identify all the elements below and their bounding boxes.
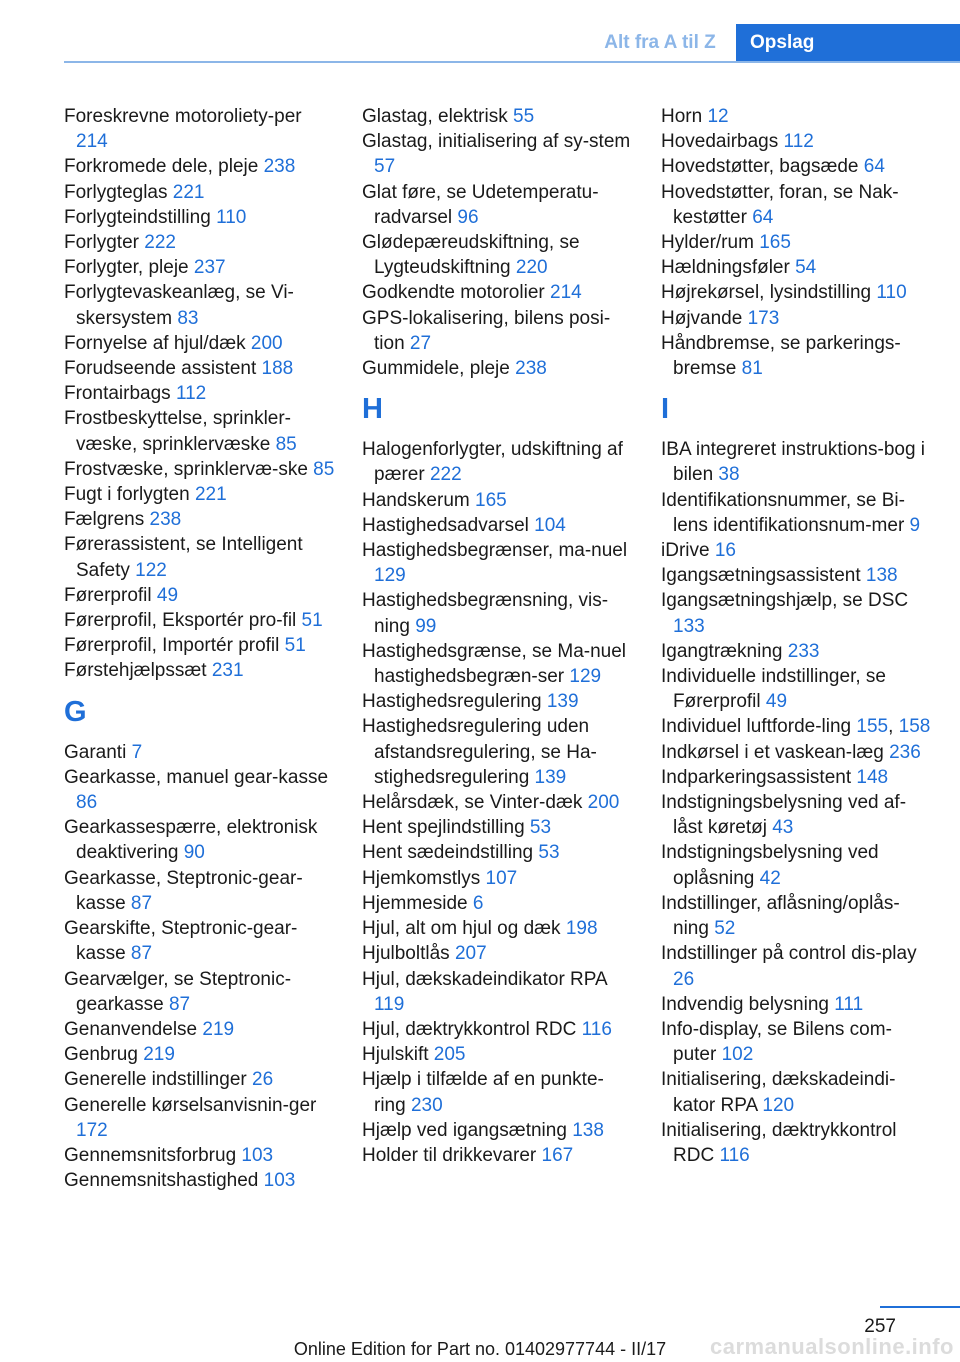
index-entry — [362, 916, 634, 941]
index-entry — [661, 992, 933, 1017]
index-entry — [362, 280, 634, 305]
index-entry-term: Handskerum — [362, 489, 475, 511]
index-entry-term: Hastighedsbegrænser, ma-nuel — [362, 540, 628, 562]
index-entry — [64, 381, 336, 406]
index-entry — [64, 608, 336, 633]
page-link[interactable]: 167 — [541, 1144, 574, 1166]
index-entry — [64, 1067, 336, 1092]
index-entry-term: Hovedairbags — [661, 131, 784, 153]
page-link[interactable]: 236 — [889, 741, 921, 763]
index-entry — [661, 891, 933, 941]
index-entry — [362, 891, 634, 916]
index-letter-heading: G — [64, 695, 87, 728]
index-entry-term: Igangtrækning — [661, 640, 788, 662]
index-entry — [661, 255, 933, 280]
page-link[interactable]: 7 — [131, 741, 143, 763]
page-link[interactable]: 220 — [515, 257, 548, 279]
page-link[interactable]: 116 — [581, 1018, 612, 1040]
index-entry — [64, 967, 336, 1017]
page-link[interactable]: 129 — [374, 565, 406, 587]
index-entry-term: Hjul, dækskadeindikator RPA — [362, 968, 607, 990]
page-link[interactable]: 231 — [211, 660, 244, 682]
index-entry-term: Hjælp ved igangsætning — [362, 1119, 573, 1141]
index-entry — [362, 1118, 634, 1143]
index-entry — [661, 1067, 933, 1117]
index-entry — [661, 488, 933, 538]
page-link[interactable]: 219 — [143, 1044, 175, 1066]
page-link[interactable]: 110 — [876, 282, 907, 304]
page-link[interactable]: 200 — [250, 332, 283, 354]
index-entry — [64, 457, 336, 482]
index-entry-term: Førerprofil — [64, 584, 157, 606]
page-link[interactable]: 26 — [673, 968, 695, 990]
index-entry — [362, 840, 634, 865]
page-link[interactable]: 139 — [546, 691, 579, 713]
page-link[interactable]: 107 — [485, 867, 518, 889]
page-link[interactable]: 49 — [765, 691, 788, 713]
index-entry-term: Højrekørsel, lysindstilling — [661, 282, 877, 304]
index-entry-term: Hastighedsbegrænsning, vis-ning — [362, 590, 609, 637]
index-entry — [661, 563, 933, 588]
index-entry — [661, 306, 933, 331]
page-link[interactable]: 116 — [719, 1144, 750, 1166]
page-link[interactable]: 138 — [572, 1119, 604, 1141]
index-entry-term: Gearskifte, Steptronic-gear-kasse — [64, 918, 298, 965]
index-entry-term: Godkendte motorolier — [362, 282, 550, 304]
index-entry — [64, 482, 336, 507]
page-link[interactable]: 214 — [76, 131, 108, 153]
header-tab-opslag[interactable]: Opslag — [736, 24, 960, 63]
index-entry-term: Gearkassespærre, elektronisk deaktivering — [64, 817, 318, 864]
index-entry-term: Glat føre, se Udetemperatu-radvarsel — [362, 181, 599, 228]
page-link[interactable]: 233 — [787, 640, 820, 662]
index-entry-term: Håndbremse, se parkerings-bremse — [661, 332, 901, 380]
index-entry — [64, 658, 336, 683]
index-entry-term: Gennemsnitsforbrug — [64, 1144, 242, 1166]
index-entry — [661, 714, 933, 739]
page-link[interactable]: 129 — [569, 666, 602, 688]
page-link[interactable]: 90 — [183, 842, 205, 864]
index-entry-term: Indparkeringsassistent — [661, 766, 857, 788]
page-link[interactable]: 16 — [714, 540, 736, 562]
index-entry-term: Forlygter, pleje — [64, 257, 194, 279]
page-link[interactable]: 172 — [76, 1119, 108, 1141]
index-entry-term: Indstillinger, aflåsning/oplås-ning — [661, 892, 900, 940]
page-link[interactable]: 165 — [759, 232, 791, 254]
index-entry-term: Hjemkomstlys — [362, 867, 486, 889]
index-entry-term: Gearvælger, se Steptronic-gearkasse — [64, 968, 292, 1015]
index-entry — [362, 488, 634, 513]
index-entry — [362, 941, 634, 966]
index-entry — [362, 1017, 634, 1042]
index-entry-term: Frostbeskyttelse, sprinkler-væske, sprinklervæske — [64, 408, 292, 455]
page-link[interactable]: 53 — [529, 817, 552, 839]
page-link[interactable]: 52 — [714, 918, 736, 940]
page-link[interactable]: 102 — [721, 1044, 754, 1066]
index-entry-term: Hastighedsgrænse, se Ma-nuel hastighedsbegræn-ser — [362, 640, 627, 688]
page-link[interactable]: 42 — [759, 867, 781, 889]
index-entry-term: Indvendig belysning — [661, 993, 835, 1015]
page-link[interactable]: 207 — [454, 943, 487, 965]
index-entry — [64, 205, 336, 230]
index-entry — [661, 740, 933, 765]
page-link[interactable]: 230 — [410, 1094, 443, 1116]
index-entry — [661, 765, 933, 790]
page-link[interactable]: 6 — [472, 892, 484, 914]
page-link[interactable]: 49 — [156, 584, 179, 606]
index-entry — [64, 1143, 336, 1168]
index-entry-term: Forudseende assistent — [64, 358, 262, 380]
page-link[interactable]: 87 — [130, 943, 153, 965]
page-link[interactable]: 112 — [175, 383, 207, 405]
index-entry-term: Genanvendelse — [64, 1018, 203, 1040]
index-entry-term: Førerprofil, Importér profil — [64, 635, 285, 657]
index-entry — [661, 104, 933, 129]
index-entry — [362, 815, 634, 840]
index-entry-term: GPS-lokalisering, bilens posi-tion — [362, 307, 611, 354]
page-link[interactable]: 38 — [718, 464, 740, 486]
index-entry — [661, 588, 933, 638]
index-entry-term: Garanti — [64, 741, 132, 763]
index-entry — [661, 1118, 933, 1168]
index-entry — [64, 406, 336, 456]
index-entry-term: Glastag, elektrisk — [362, 106, 513, 127]
page-link[interactable]: 238 — [515, 358, 547, 380]
page-link[interactable]: 188 — [261, 358, 294, 380]
index-entry — [64, 765, 336, 815]
index-entry-term: Hjulskift — [362, 1044, 434, 1066]
index-entry — [661, 230, 933, 255]
page-link[interactable]: 85 — [313, 458, 335, 480]
index-letter-heading: H — [362, 393, 383, 426]
index-column-2 — [362, 104, 634, 1168]
index-entry — [362, 689, 634, 714]
index-entry — [362, 866, 634, 891]
page-link[interactable]: 214 — [550, 282, 582, 304]
page-link[interactable]: 221 — [172, 181, 205, 203]
index-entry — [362, 588, 634, 638]
index-entry — [64, 154, 336, 179]
edition-note: Online Edition for Part no. 01402977744 - II/17 — [293, 1339, 667, 1359]
index-entry — [362, 714, 634, 790]
index-entry — [362, 1042, 634, 1067]
page-link[interactable]: 120 — [762, 1094, 795, 1116]
index-column-3 — [661, 104, 933, 1168]
page-link[interactable]: 96 — [457, 206, 479, 228]
index-entry-term: Hjemmeside — [362, 892, 473, 914]
index-entry — [661, 941, 933, 991]
index-entry — [661, 840, 933, 890]
page-link[interactable]: 148 — [856, 766, 889, 788]
index-entry — [362, 437, 634, 487]
index-entry-term: Individuelle indstillinger, se Førerprofil — [661, 666, 886, 713]
page-link[interactable]: 12 — [707, 106, 729, 127]
index-entry-term: Initialisering, dæktrykkontrol RDC — [661, 1119, 897, 1166]
index-entry — [64, 815, 336, 865]
index-entry-term: Hent sædeindstilling — [362, 842, 539, 864]
page-link[interactable]: 219 — [202, 1018, 235, 1040]
page-link[interactable]: 51 — [301, 610, 323, 632]
index-entry-term: Forlygteglas — [64, 181, 173, 203]
index-entry — [661, 331, 933, 381]
index-entry — [362, 639, 634, 689]
index-entry — [362, 790, 634, 815]
index-entry-term: Foreskrevne motoroliety-per — [64, 106, 302, 127]
index-entry-term: Indstigningsbelysning ved af-låst køretøj — [661, 792, 907, 839]
index-entry-term: Hovedstøtter, foran, se Nak-kestøtter — [661, 181, 899, 228]
page-link[interactable]: 221 — [194, 484, 227, 506]
index-entry-term: Hylder/rum — [661, 232, 760, 254]
index-entry-term: Frontairbags — [64, 383, 176, 405]
index-entry-term: Gennemsnitshastighed — [64, 1170, 264, 1192]
page-link[interactable]: 238 — [149, 509, 182, 531]
index-entry-term: Generelle kørselsanvisnin-ger — [64, 1094, 317, 1116]
page-link[interactable]: 83 — [177, 307, 199, 329]
page-link[interactable]: 53 — [538, 842, 560, 864]
page-link[interactable]: 119 — [374, 993, 405, 1015]
page-header — [0, 24, 960, 62]
header-section-title[interactable]: Alt fra A til Z — [604, 32, 716, 53]
index-entry — [64, 583, 336, 608]
index-entry-term: Frostvæske, sprinklervæ-ske — [64, 458, 314, 480]
page-link[interactable]: 238 — [263, 156, 296, 178]
index-entry — [661, 1017, 933, 1067]
index-entry — [64, 633, 336, 658]
index-column-1 — [64, 104, 336, 1193]
index-entry — [362, 1143, 634, 1168]
page-link[interactable]: 99 — [415, 615, 437, 637]
page-link[interactable]: 85 — [275, 433, 297, 455]
index-entry-term: Hastighedsregulering — [362, 691, 547, 713]
page-link[interactable]: 27 — [409, 332, 432, 354]
page-link[interactable]: 87 — [168, 993, 191, 1015]
index-entry — [362, 538, 634, 588]
index-entry-term: Førerprofil, Eksportér pro-fil — [64, 610, 302, 632]
index-entry-term: Forlygter — [64, 232, 145, 254]
page-link[interactable]: 51 — [284, 635, 306, 657]
index-entry — [64, 1168, 336, 1193]
index-entry — [64, 1093, 336, 1143]
index-entry — [64, 104, 336, 154]
index-entry-term: Gummidele, pleje — [362, 358, 516, 380]
index-entry-term: Glødepæreudskiftning, se Lygteudskiftning — [362, 232, 580, 279]
index-entry-term: Holder til drikkevarer — [362, 1144, 542, 1166]
footer-rule — [880, 1306, 960, 1308]
page-link[interactable]: 43 — [772, 817, 794, 839]
index-entry-term: Individuel luftforde-ling — [661, 716, 857, 738]
index-entry — [64, 1017, 336, 1042]
index-entry — [661, 639, 933, 664]
index-entry-term: IBA integreret instruktions-bog i bilen — [661, 439, 926, 486]
page-number: 257 — [864, 1316, 896, 1337]
index-entry — [64, 916, 336, 966]
index-entry-term: Info-display, se Bilens com-puter — [661, 1018, 892, 1066]
index-entry-term: Hovedstøtter, bagsæde — [661, 156, 864, 178]
index-entry — [362, 180, 634, 230]
index-entry — [661, 154, 933, 179]
page-link[interactable]: 138 — [865, 565, 898, 587]
index-entry — [661, 790, 933, 840]
index-entry — [64, 280, 336, 330]
index-entry-term: Genbrug — [64, 1044, 144, 1066]
index-entry-term: Forlygteindstilling — [64, 206, 217, 228]
index-entry — [661, 538, 933, 563]
index-entry-term: Hjul, dæktrykkontrol RDC — [362, 1018, 582, 1040]
page-separator: , — [888, 716, 899, 738]
index-entry-term: Igangsætningsassistent — [661, 565, 866, 587]
index-entry — [661, 280, 933, 305]
index-entry — [362, 356, 634, 381]
index-entry-term: Højvande — [661, 307, 748, 329]
page-link[interactable]: 86 — [76, 792, 98, 814]
page-link[interactable]: 103 — [241, 1144, 274, 1166]
index-entry-term: Hastighedsregulering uden afstandsregulering, se Ha-stighedsregulering — [362, 716, 597, 788]
index-entry-term: Glastag, initialisering af sy-stem — [362, 131, 631, 153]
index-entry-term: Hjulboltlås — [362, 943, 455, 965]
index-entry-term: Helårsdæk, se Vinter-dæk — [362, 792, 588, 814]
index-entry — [362, 306, 634, 356]
index-entry — [64, 356, 336, 381]
watermark: carmanualsonline.info — [710, 1334, 954, 1359]
page-link[interactable]: 222 — [429, 464, 462, 486]
index-entry-term: Førstehjælpssæt — [64, 660, 212, 682]
page-link[interactable]: 54 — [795, 257, 817, 279]
page-link[interactable]: 237 — [193, 257, 226, 279]
index-entry-term: Indkørsel i et vaskean-læg — [661, 741, 890, 763]
index-entry-term: Hastighedsadvarsel — [362, 514, 535, 536]
index-entry-term: Forkromede dele, pleje — [64, 156, 264, 178]
page-link[interactable]: 139 — [534, 766, 567, 788]
index-entry-term: Horn — [661, 106, 708, 127]
index-entry — [64, 866, 336, 916]
index-entry-term: iDrive — [661, 540, 715, 562]
page-link[interactable]: 122 — [135, 559, 167, 581]
page-link[interactable]: 64 — [752, 206, 774, 228]
page-link[interactable]: 173 — [747, 307, 780, 329]
page-link[interactable]: 158 — [898, 716, 931, 738]
index-entry-term: Fugt i forlygten — [64, 484, 195, 506]
header-rule — [64, 61, 960, 63]
page-link[interactable]: 198 — [565, 918, 598, 940]
page-link[interactable]: 87 — [130, 892, 153, 914]
page-link[interactable]: 81 — [741, 358, 763, 380]
page-link[interactable]: 205 — [433, 1044, 466, 1066]
page-link[interactable]: 26 — [252, 1069, 274, 1091]
index-entry — [64, 255, 336, 280]
page-link[interactable]: 165 — [475, 489, 507, 511]
index-entry-term: Initialisering, dækskadeindi-kator RPA — [661, 1069, 896, 1116]
index-entry — [64, 230, 336, 255]
index-entry — [362, 104, 634, 129]
page-link[interactable]: 103 — [263, 1170, 296, 1192]
index-entry — [362, 1067, 634, 1117]
index-entry — [64, 740, 336, 765]
page-link[interactable]: 55 — [513, 106, 535, 127]
index-entry — [661, 437, 933, 487]
index-entry-term: Gearkasse, Steptronic-gear-kasse — [64, 867, 303, 914]
index-entry — [362, 230, 634, 280]
index-entry — [661, 180, 933, 230]
index-entry — [64, 180, 336, 205]
index-entry-term: Igangsætningshjælp, se DSC — [661, 590, 909, 612]
index-entry — [661, 129, 933, 154]
page-link[interactable]: 111 — [834, 993, 864, 1015]
page-link[interactable]: 110 — [216, 206, 247, 228]
index-entry — [362, 513, 634, 538]
index-entry — [64, 331, 336, 356]
index-letter-heading: I — [661, 393, 670, 426]
index-entry — [362, 967, 634, 1017]
index-entry-term: Fornyelse af hjul/dæk — [64, 332, 251, 354]
index-entry-term: Hjælp i tilfælde af en punkte-ring — [362, 1069, 604, 1116]
page-link[interactable]: 112 — [783, 131, 814, 153]
page-link[interactable]: 222 — [144, 232, 176, 254]
page-link[interactable]: 57 — [374, 156, 396, 178]
page-link[interactable]: 200 — [587, 792, 620, 814]
index-entry-term: Hældningsføler — [661, 257, 796, 279]
index-entry-term: Indstillinger på control dis-play — [661, 943, 917, 965]
index-entry — [64, 507, 336, 532]
index-entry-term: Identifikationsnummer, se Bi-lens identifikationsnum-mer — [661, 489, 910, 536]
index-entry-term: Hjul, alt om hjul og dæk — [362, 918, 566, 940]
page-link[interactable]: 104 — [534, 514, 566, 536]
page-link[interactable]: 9 — [909, 514, 921, 536]
index-entry-term: Generelle indstillinger — [64, 1069, 252, 1091]
index-entry — [64, 532, 336, 582]
index-entry — [661, 664, 933, 714]
index-entry-term: Forlygtevaskeanlæg, se Vi-skersystem — [64, 282, 294, 329]
index-entry-term: Hent spejlindstilling — [362, 817, 530, 839]
index-entry-term: Indstigningsbelysning ved oplåsning — [661, 842, 879, 889]
page-link[interactable]: 155 — [856, 716, 889, 738]
index-entry-term: Førerassistent, se Intelligent Safety — [64, 534, 303, 581]
index-entry — [362, 129, 634, 179]
index-entry-term: Halogenforlygter, udskiftning af pærer — [362, 439, 623, 486]
page-link[interactable]: 64 — [863, 156, 885, 178]
index-entry-term: Fælgrens — [64, 509, 150, 531]
index-entry — [64, 1042, 336, 1067]
index-entry-term: Gearkasse, manuel gear-kasse — [64, 766, 329, 788]
page-link[interactable]: 133 — [673, 615, 705, 637]
